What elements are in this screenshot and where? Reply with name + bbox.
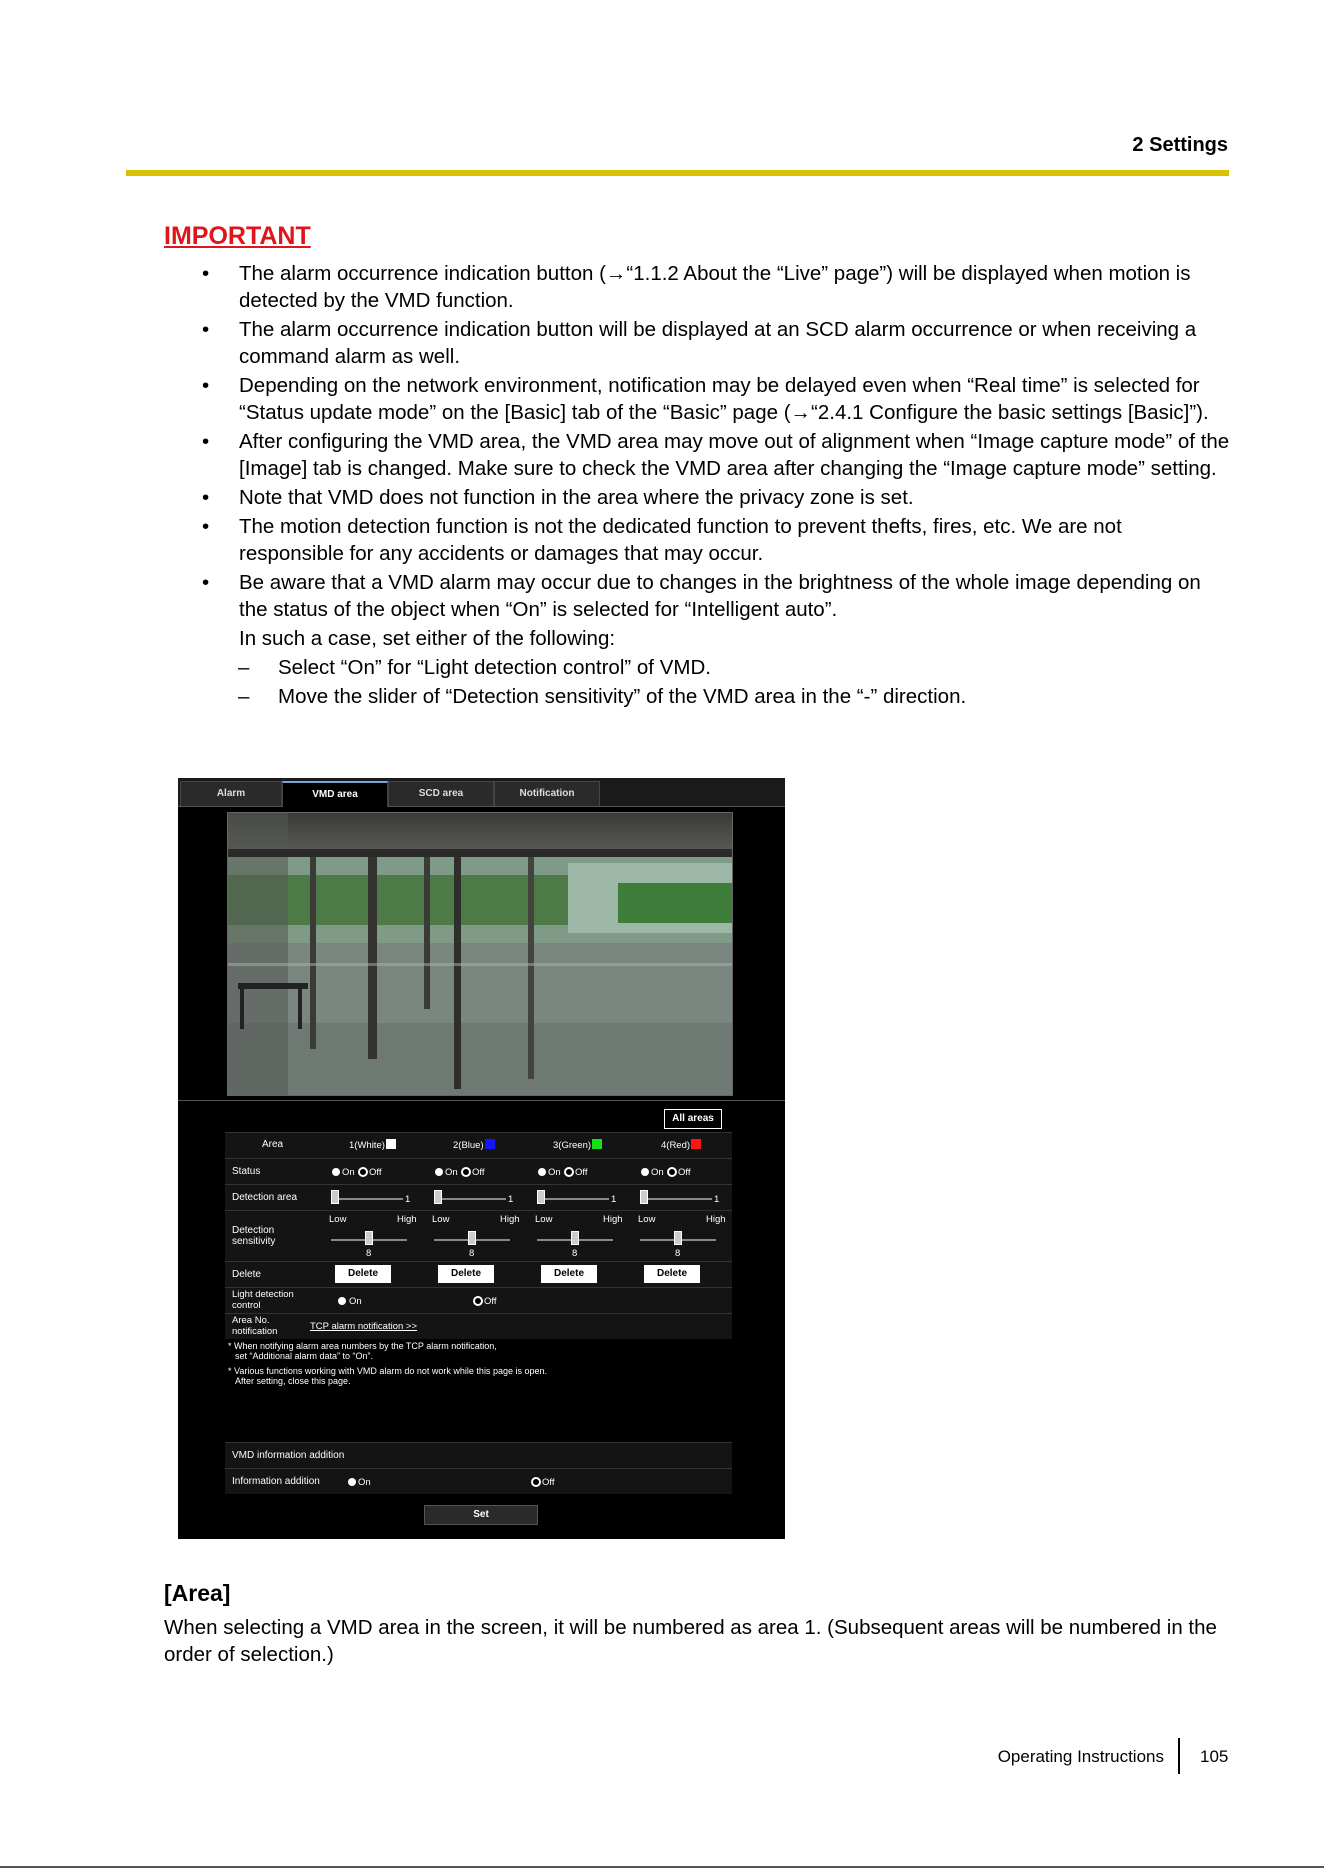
- slider-thumb[interactable]: [331, 1190, 339, 1204]
- high-label: High: [603, 1214, 623, 1225]
- status-label: Status: [232, 1166, 261, 1177]
- info-addition-label: Information addition: [232, 1476, 320, 1487]
- radio-label: Off: [542, 1477, 555, 1488]
- status-row: [225, 1158, 732, 1184]
- tab-scd-area[interactable]: SCD area: [388, 781, 494, 806]
- delete-button[interactable]: Delete: [438, 1265, 494, 1283]
- detection-area-value: 1: [405, 1194, 411, 1205]
- radio-label: On: [349, 1296, 362, 1307]
- detection-area-slider[interactable]: [331, 1198, 403, 1200]
- note-text: * Various functions working with VMD alarm do not work while this page is open.: [228, 1366, 547, 1376]
- light-detection-label: Light detection: [232, 1289, 294, 1300]
- status-off-radio[interactable]: [461, 1167, 471, 1177]
- area-no-label: notification: [232, 1326, 278, 1337]
- area-3-color-swatch: [592, 1139, 602, 1149]
- delete-button[interactable]: Delete: [541, 1265, 597, 1283]
- radio-label: Off: [678, 1167, 691, 1178]
- status-on-radio[interactable]: [538, 1168, 546, 1176]
- sensitivity-label: Detection: [232, 1225, 275, 1236]
- delete-button[interactable]: Delete: [335, 1265, 391, 1283]
- area-body-text: When selecting a VMD area in the screen, it will be numbered as area 1. (Subsequent areas will be numbered in the order of selection.): [164, 1616, 1217, 1666]
- delete-button[interactable]: Delete: [644, 1265, 700, 1283]
- divider: [178, 1100, 785, 1101]
- low-label: Low: [329, 1214, 347, 1225]
- info-on-radio[interactable]: [348, 1478, 356, 1486]
- detection-sensitivity-row: [225, 1210, 732, 1261]
- sub-list-item: – Move the slider of “Detection sensitivity” of the VMD area in the “-” direction.: [164, 683, 1230, 710]
- area-no-label: Area No.: [232, 1315, 270, 1326]
- detection-area-row: [225, 1184, 732, 1210]
- list-item: • After configuring the VMD area, the VMD area may move out of alignment when “Image capture mode” of the [Image] tab is changed. Make sure to check the VMD area after changing the “Image capture mode” setting.: [164, 428, 1230, 482]
- tab-notification[interactable]: Notification: [494, 781, 600, 806]
- sensitivity-value: 8: [366, 1248, 372, 1259]
- section-header: 2 Settings: [1132, 134, 1228, 156]
- info-addition-row: [225, 1468, 732, 1494]
- all-areas-button[interactable]: All areas: [664, 1109, 722, 1129]
- tab-vmd-area[interactable]: VMD area: [282, 781, 388, 807]
- detection-area-slider[interactable]: [537, 1198, 609, 1200]
- slider-thumb[interactable]: [674, 1231, 682, 1245]
- detection-area-value: 1: [508, 1194, 514, 1205]
- radio-label: On: [445, 1167, 458, 1178]
- list-item: • The alarm occurrence indication button will be displayed at an SCD alarm occurrence or when receiving a command alarm as well.: [164, 316, 1230, 370]
- camera-image[interactable]: [227, 812, 733, 1096]
- light-detection-row: [225, 1287, 732, 1313]
- detection-area-value: 1: [611, 1194, 617, 1205]
- slider-thumb[interactable]: [434, 1190, 442, 1204]
- slider-thumb[interactable]: [537, 1190, 545, 1204]
- list-item: • Depending on the network environment, notification may be delayed even when “Real time” is selected for “Status update mode” on the [Basic] tab of the “Basic” page (→“2.4.1 Configure the basic settings [Basic]”).: [164, 372, 1230, 426]
- area-2-color-swatch: [485, 1139, 495, 1149]
- status-off-radio[interactable]: [564, 1167, 574, 1177]
- status-off-radio[interactable]: [667, 1167, 677, 1177]
- vmd-info-title: VMD information addition: [232, 1450, 345, 1461]
- area-3-label: 3(Green): [553, 1139, 602, 1151]
- area-heading: [Area]: [164, 1580, 231, 1606]
- radio-label: On: [342, 1167, 355, 1178]
- status-on-radio[interactable]: [435, 1168, 443, 1176]
- detection-area-slider[interactable]: [434, 1198, 506, 1200]
- slider-thumb[interactable]: [365, 1231, 373, 1245]
- light-off-radio[interactable]: [473, 1296, 483, 1306]
- status-on-radio[interactable]: [641, 1168, 649, 1176]
- area-4-label: 4(Red): [661, 1139, 701, 1151]
- area-label: Area: [262, 1139, 284, 1150]
- tcp-alarm-notification-link[interactable]: TCP alarm notification >>: [310, 1321, 418, 1332]
- note-text: set “Additional alarm data” to “On”.: [235, 1351, 374, 1361]
- slider-thumb[interactable]: [571, 1231, 579, 1245]
- list-item: • Note that VMD does not function in the area where the privacy zone is set.: [164, 484, 1230, 511]
- area-no-notification-row: [225, 1313, 732, 1339]
- footer-divider: [1178, 1738, 1180, 1774]
- header-rule: [126, 170, 1229, 176]
- slider-thumb[interactable]: [640, 1190, 648, 1204]
- tab-bar: [178, 778, 785, 807]
- radio-label: On: [358, 1477, 371, 1488]
- note-text: After setting, close this page.: [235, 1376, 351, 1386]
- important-heading: IMPORTANT: [164, 222, 311, 250]
- high-label: High: [397, 1214, 417, 1225]
- info-off-radio[interactable]: [531, 1477, 541, 1487]
- footer-label: Operating Instructions: [997, 1747, 1164, 1766]
- status-on-radio[interactable]: [332, 1168, 340, 1176]
- high-label: High: [500, 1214, 520, 1225]
- delete-row: [225, 1261, 732, 1287]
- set-button[interactable]: Set: [424, 1505, 538, 1525]
- radio-label: On: [651, 1167, 664, 1178]
- radio-label: Off: [575, 1167, 588, 1178]
- important-list: [164, 260, 1230, 712]
- low-label: Low: [638, 1214, 656, 1225]
- sensitivity-value: 8: [469, 1248, 475, 1259]
- area-1-color-swatch: [386, 1139, 396, 1149]
- sensitivity-label: sensitivity: [232, 1236, 276, 1247]
- low-label: Low: [432, 1214, 450, 1225]
- sub-list-item: – Select “On” for “Light detection control” of VMD.: [164, 654, 1230, 681]
- detection-area-slider[interactable]: [640, 1198, 712, 1200]
- list-item: • The alarm occurrence indication button (→“1.1.2 About the “Live” page”) will be displayed when motion is detected by the VMD function.: [164, 260, 1230, 314]
- detection-area-label: Detection area: [232, 1192, 298, 1203]
- radio-label: Off: [484, 1296, 497, 1307]
- area-header-row: [225, 1132, 732, 1158]
- sensitivity-value: 8: [675, 1248, 681, 1259]
- status-off-radio[interactable]: [358, 1167, 368, 1177]
- sensitivity-value: 8: [572, 1248, 578, 1259]
- area-4-color-swatch: [691, 1139, 701, 1149]
- camera-image-picture: [228, 813, 732, 1095]
- high-label: High: [706, 1214, 726, 1225]
- delete-label: Delete: [232, 1269, 261, 1280]
- bottom-rule: [0, 1866, 1324, 1868]
- slider-thumb[interactable]: [468, 1231, 476, 1245]
- area-2-label: 2(Blue): [453, 1139, 495, 1151]
- radio-label: Off: [472, 1167, 485, 1178]
- list-item: • Be aware that a VMD alarm may occur due to changes in the brightness of the whole image depending on the status of the object when “On” is selected for “Intelligent auto”.: [164, 569, 1230, 623]
- vmd-info-title-row: [225, 1442, 732, 1468]
- light-on-radio[interactable]: [338, 1297, 346, 1305]
- light-detection-label: control: [232, 1300, 261, 1311]
- list-item: • The motion detection function is not the dedicated function to prevent thefts, fires, etc. We are not responsible for any accidents or damages that may occur.: [164, 513, 1230, 567]
- tab-alarm[interactable]: Alarm: [180, 781, 282, 806]
- radio-label: On: [548, 1167, 561, 1178]
- vmd-settings-screenshot: [178, 778, 785, 1539]
- page-number: 105: [1200, 1747, 1229, 1766]
- low-label: Low: [535, 1214, 553, 1225]
- note-text: * When notifying alarm area numbers by the TCP alarm notification,: [228, 1341, 497, 1351]
- detection-area-value: 1: [714, 1194, 720, 1205]
- radio-label: Off: [369, 1167, 382, 1178]
- list-extra-text: In such a case, set either of the following:: [239, 627, 616, 650]
- area-1-label: 1(White): [349, 1139, 396, 1151]
